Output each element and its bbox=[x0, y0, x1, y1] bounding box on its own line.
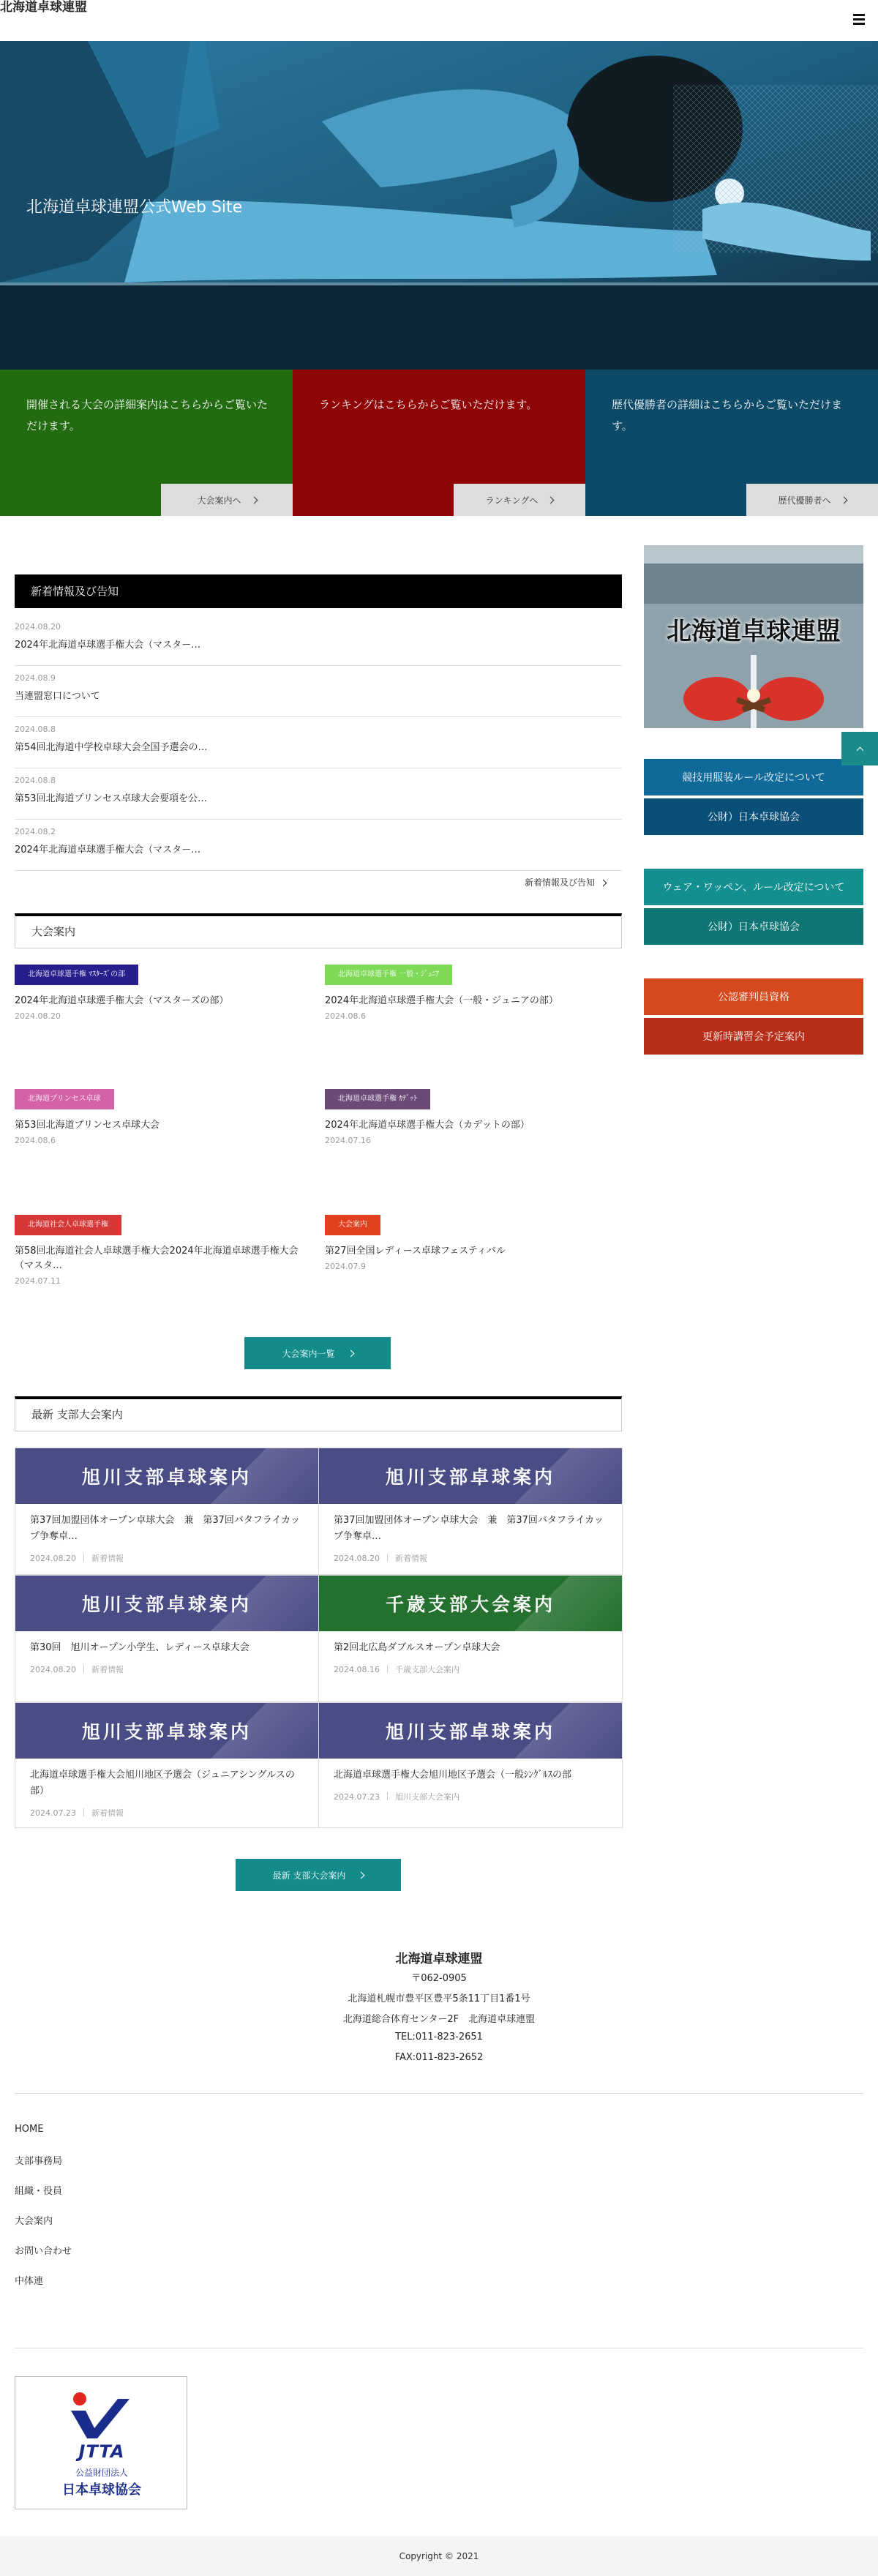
branch-title[interactable]: 第37回加盟団体オープン卓球大会 兼 第37回バタフライカップ争奪卓… bbox=[30, 1515, 301, 1542]
jtta-logo-text: JTTA bbox=[78, 2441, 125, 2462]
footer-fax: FAX:011-823-2652 bbox=[394, 2052, 484, 2063]
branch-category[interactable]: 千歳支部大会案内 bbox=[394, 1665, 459, 1674]
tournament-date: 2024.08.6 bbox=[15, 1136, 56, 1145]
tournament-heading: 大会案内 bbox=[15, 913, 622, 948]
tournament-title[interactable]: 2024年北海道卓球選手権大会（一般・ジュニアの部） bbox=[325, 995, 558, 1006]
branch-banner-image: 千歳支部大会案内 bbox=[319, 1576, 622, 1631]
branch-card[interactable] bbox=[15, 1575, 319, 1702]
promo-text: ランキングはこちらからご覧いただけます。 bbox=[319, 398, 538, 411]
hero-banner bbox=[0, 41, 878, 370]
footer-tel[interactable]: TEL:011-823-2651 bbox=[395, 2032, 483, 2043]
branch-title[interactable]: 北海道卓球選手権大会旭川地区予選会（ジュニアシングルスの部） bbox=[30, 1770, 295, 1797]
tournament-card[interactable] bbox=[15, 965, 315, 1067]
renewal-seminar-link[interactable]: 更新時講習会予定案内 bbox=[644, 1018, 863, 1055]
hero-title: 北海道卓球連盟公式Web Site bbox=[26, 198, 243, 217]
branch-heading: 最新 支部大会案内 bbox=[15, 1396, 622, 1431]
branch-title[interactable]: 第2回北広島ダブルスオープン卓球大会 bbox=[334, 1642, 500, 1653]
button-label: 大会案内へ bbox=[197, 495, 241, 506]
news-date: 2024.08.8 bbox=[15, 776, 56, 785]
branch-category[interactable]: 新着情報 bbox=[91, 1665, 124, 1674]
news-heading: 新着情報及び告知 bbox=[15, 574, 622, 608]
tournament-list-button[interactable] bbox=[244, 1337, 391, 1369]
branch-category[interactable]: 新着情報 bbox=[91, 1554, 124, 1563]
branch-banner-image: 旭川支部卓球案内 bbox=[319, 1703, 622, 1759]
branch-card[interactable] bbox=[15, 1702, 319, 1828]
branch-card[interactable] bbox=[15, 1448, 319, 1575]
footer-nav-junior-high[interactable]: 中体連 bbox=[15, 2276, 44, 2287]
ranking-button[interactable] bbox=[454, 484, 585, 516]
news-more-link[interactable] bbox=[525, 876, 606, 888]
chevron-right-icon bbox=[347, 1349, 354, 1357]
category-tag[interactable]: 北海道卓球選手権 一般・ｼﾞｭﾆｱ bbox=[325, 965, 452, 985]
promo-ranking bbox=[293, 370, 585, 516]
branch-title[interactable]: 第30回 旭川オープン小学生、レディース卓球大会 bbox=[30, 1642, 249, 1653]
button-label: 歴代優勝者へ bbox=[778, 495, 831, 506]
news-title[interactable]: 第54回北海道中学校卓球大会全国予選会の… bbox=[15, 742, 208, 753]
branch-card[interactable] bbox=[318, 1702, 623, 1828]
tournament-card[interactable] bbox=[325, 1215, 625, 1317]
chevron-right-icon bbox=[840, 496, 847, 503]
tournament-date: 2024.08.6 bbox=[325, 1011, 366, 1021]
footer-building: 北海道総合体育センター2F 北海道卓球連盟 bbox=[342, 2014, 536, 2025]
news-title[interactable]: 2024年北海道卓球選手権大会（マスター… bbox=[15, 640, 201, 651]
referee-qualification-link[interactable]: 公認審判員資格 bbox=[644, 978, 863, 1015]
tournament-title[interactable]: 2024年北海道卓球選手権大会（カデットの部） bbox=[325, 1120, 530, 1131]
branch-date: 2024.07.23 bbox=[30, 1808, 76, 1818]
chevron-right-icon bbox=[250, 496, 258, 503]
branch-card[interactable] bbox=[318, 1575, 623, 1702]
footer-org-name: 北海道卓球連盟 bbox=[395, 1952, 483, 1966]
footer-nav-tournaments[interactable]: 大会案内 bbox=[15, 2216, 53, 2227]
jtta-link[interactable]: 公財）日本卓球協会 bbox=[644, 798, 863, 835]
footer-nav-home[interactable]: HOME bbox=[15, 2124, 44, 2135]
tournament-title[interactable]: 2024年北海道卓球選手権大会（マスターズの部） bbox=[15, 995, 229, 1006]
tournament-card[interactable] bbox=[325, 1089, 625, 1191]
news-item[interactable] bbox=[15, 717, 622, 768]
promo-past-winners bbox=[585, 370, 878, 516]
news-item[interactable] bbox=[15, 820, 622, 871]
footer-address: 北海道札幌市豊平区豊平5条11丁目1番1号 bbox=[348, 1993, 530, 2004]
tournament-date: 2024.07.16 bbox=[325, 1136, 371, 1145]
button-label: 最新 支部大会案内 bbox=[272, 1870, 346, 1881]
site-logo[interactable]: 北海道卓球連盟 bbox=[0, 0, 87, 15]
branch-banner-image: 旭川支部卓球案内 bbox=[15, 1703, 318, 1759]
button-label: 大会案内一覧 bbox=[282, 1348, 335, 1359]
branch-meta bbox=[30, 1663, 124, 1675]
branch-category[interactable]: 新着情報 bbox=[394, 1554, 427, 1563]
category-tag[interactable]: 大会案内 bbox=[325, 1215, 380, 1235]
news-title[interactable]: 2024年北海道卓球選手権大会（マスター… bbox=[15, 845, 201, 855]
news-title[interactable]: 第53回北海道プリンセス卓球大会要項を公… bbox=[15, 793, 208, 804]
branch-meta bbox=[334, 1663, 459, 1675]
chevron-right-icon bbox=[358, 1871, 365, 1879]
branch-title[interactable]: 第37回加盟団体オープン卓球大会 兼 第37回バタフライカップ争奪卓… bbox=[334, 1515, 604, 1542]
federation-banner-text: 北海道卓球連盟 bbox=[667, 617, 841, 646]
tournament-title[interactable]: 第58回北海道社会人卓球選手権大会2024年北海道卓球選手権大会（マスタ… bbox=[15, 1246, 299, 1271]
button-label: ランキングへ bbox=[485, 495, 539, 506]
branch-meta bbox=[30, 1552, 124, 1564]
copyright: Copyright © 2021 bbox=[0, 2536, 878, 2576]
branch-banner-image: 旭川支部卓球案内 bbox=[15, 1448, 318, 1504]
branch-category[interactable]: 旭川支部大会案内 bbox=[394, 1792, 459, 1802]
news-date: 2024.08.9 bbox=[15, 673, 56, 683]
promo-tournament bbox=[0, 370, 293, 516]
tournament-title[interactable]: 第27回全国レディース卓球フェスティバル bbox=[325, 1246, 506, 1257]
tournament-card[interactable] bbox=[15, 1089, 315, 1191]
branch-card[interactable] bbox=[318, 1448, 623, 1575]
category-tag[interactable]: 北海道社会人卓球選手権 bbox=[15, 1215, 121, 1235]
tournament-title[interactable]: 第53回北海道プリンセス卓球大会 bbox=[15, 1120, 160, 1131]
category-tag[interactable]: 北海道卓球選手権 ﾏｽﾀｰｽﾞの部 bbox=[15, 965, 138, 985]
hamburger-menu-icon[interactable] bbox=[852, 12, 866, 26]
tournament-card[interactable] bbox=[15, 1215, 315, 1317]
federation-banner[interactable] bbox=[644, 545, 863, 728]
branch-date: 2024.08.20 bbox=[30, 1665, 76, 1674]
uniform-rule-change-link[interactable]: 競技用服装ルール改定について bbox=[644, 759, 863, 795]
jtta-logo-link[interactable] bbox=[15, 2376, 187, 2509]
branch-category[interactable]: 新着情報 bbox=[91, 1808, 124, 1818]
category-tag[interactable]: 北海道卓球選手権 ｶﾃﾞｯﾄ bbox=[325, 1089, 430, 1109]
chevron-right-icon bbox=[547, 496, 555, 503]
jtta-logo-icon bbox=[15, 2390, 188, 2441]
branch-date: 2024.08.20 bbox=[30, 1554, 76, 1563]
news-item[interactable] bbox=[15, 615, 622, 666]
site-header bbox=[0, 0, 878, 41]
tournament-date: 2024.07.11 bbox=[15, 1276, 61, 1286]
footer-postal: 〒062-0905 bbox=[411, 1973, 467, 1984]
chevron-right-icon bbox=[599, 880, 607, 887]
branch-meta bbox=[334, 1791, 459, 1802]
jtta-sub: 公益財団法人 bbox=[75, 2468, 128, 2478]
footer-divider bbox=[15, 2093, 863, 2094]
footer-nav-branch-office[interactable]: 支部事務局 bbox=[15, 2156, 63, 2167]
branch-date: 2024.07.23 bbox=[334, 1792, 380, 1802]
wear-rule-change-link[interactable]: ウェア・ワッペン、ルール改定について bbox=[644, 869, 863, 905]
branch-title[interactable]: 北海道卓球選手権大会旭川地区予選会（一般ｼﾝｸﾞﾙｽの部 bbox=[334, 1770, 572, 1781]
promo-text: 歴代優勝者の詳細はこちらからご覧いただけます。 bbox=[612, 398, 843, 433]
footer-nav-organization[interactable]: 組織・役員 bbox=[15, 2186, 63, 2197]
link-label: 新着情報及び告知 bbox=[525, 877, 596, 888]
footer-nav-contact[interactable]: お問い合わせ bbox=[15, 2246, 72, 2257]
tournament-date: 2024.08.20 bbox=[15, 1011, 61, 1021]
promo-text: 開催される大会の詳細案内はこちらからご覧いただけます。 bbox=[26, 398, 269, 433]
tournament-guide-button[interactable] bbox=[161, 484, 293, 516]
tournament-card[interactable] bbox=[325, 965, 625, 1067]
news-title[interactable]: 当連盟窓口について bbox=[15, 691, 100, 702]
chevron-up-icon[interactable] bbox=[841, 732, 878, 765]
branch-meta bbox=[334, 1552, 427, 1564]
news-item[interactable] bbox=[15, 768, 622, 820]
branch-date: 2024.08.16 bbox=[334, 1665, 380, 1674]
branch-date: 2024.08.20 bbox=[334, 1554, 380, 1563]
jtta-name: 日本卓球協会 bbox=[62, 2482, 141, 2498]
jtta-link-2[interactable]: 公財）日本卓球協会 bbox=[644, 908, 863, 945]
tournament-date: 2024.07.9 bbox=[325, 1262, 366, 1271]
news-date: 2024.08.20 bbox=[15, 622, 61, 632]
branch-meta bbox=[30, 1807, 124, 1819]
branch-list-button[interactable] bbox=[236, 1859, 401, 1891]
branch-banner-image: 旭川支部卓球案内 bbox=[15, 1576, 318, 1631]
category-tag[interactable]: 北海道プリンセス卓球 bbox=[15, 1089, 114, 1109]
news-item[interactable] bbox=[15, 666, 622, 717]
branch-banner-image: 旭川支部卓球案内 bbox=[319, 1448, 622, 1504]
news-date: 2024.08.2 bbox=[15, 827, 56, 836]
news-date: 2024.08.8 bbox=[15, 724, 56, 734]
past-winners-button[interactable] bbox=[746, 484, 878, 516]
